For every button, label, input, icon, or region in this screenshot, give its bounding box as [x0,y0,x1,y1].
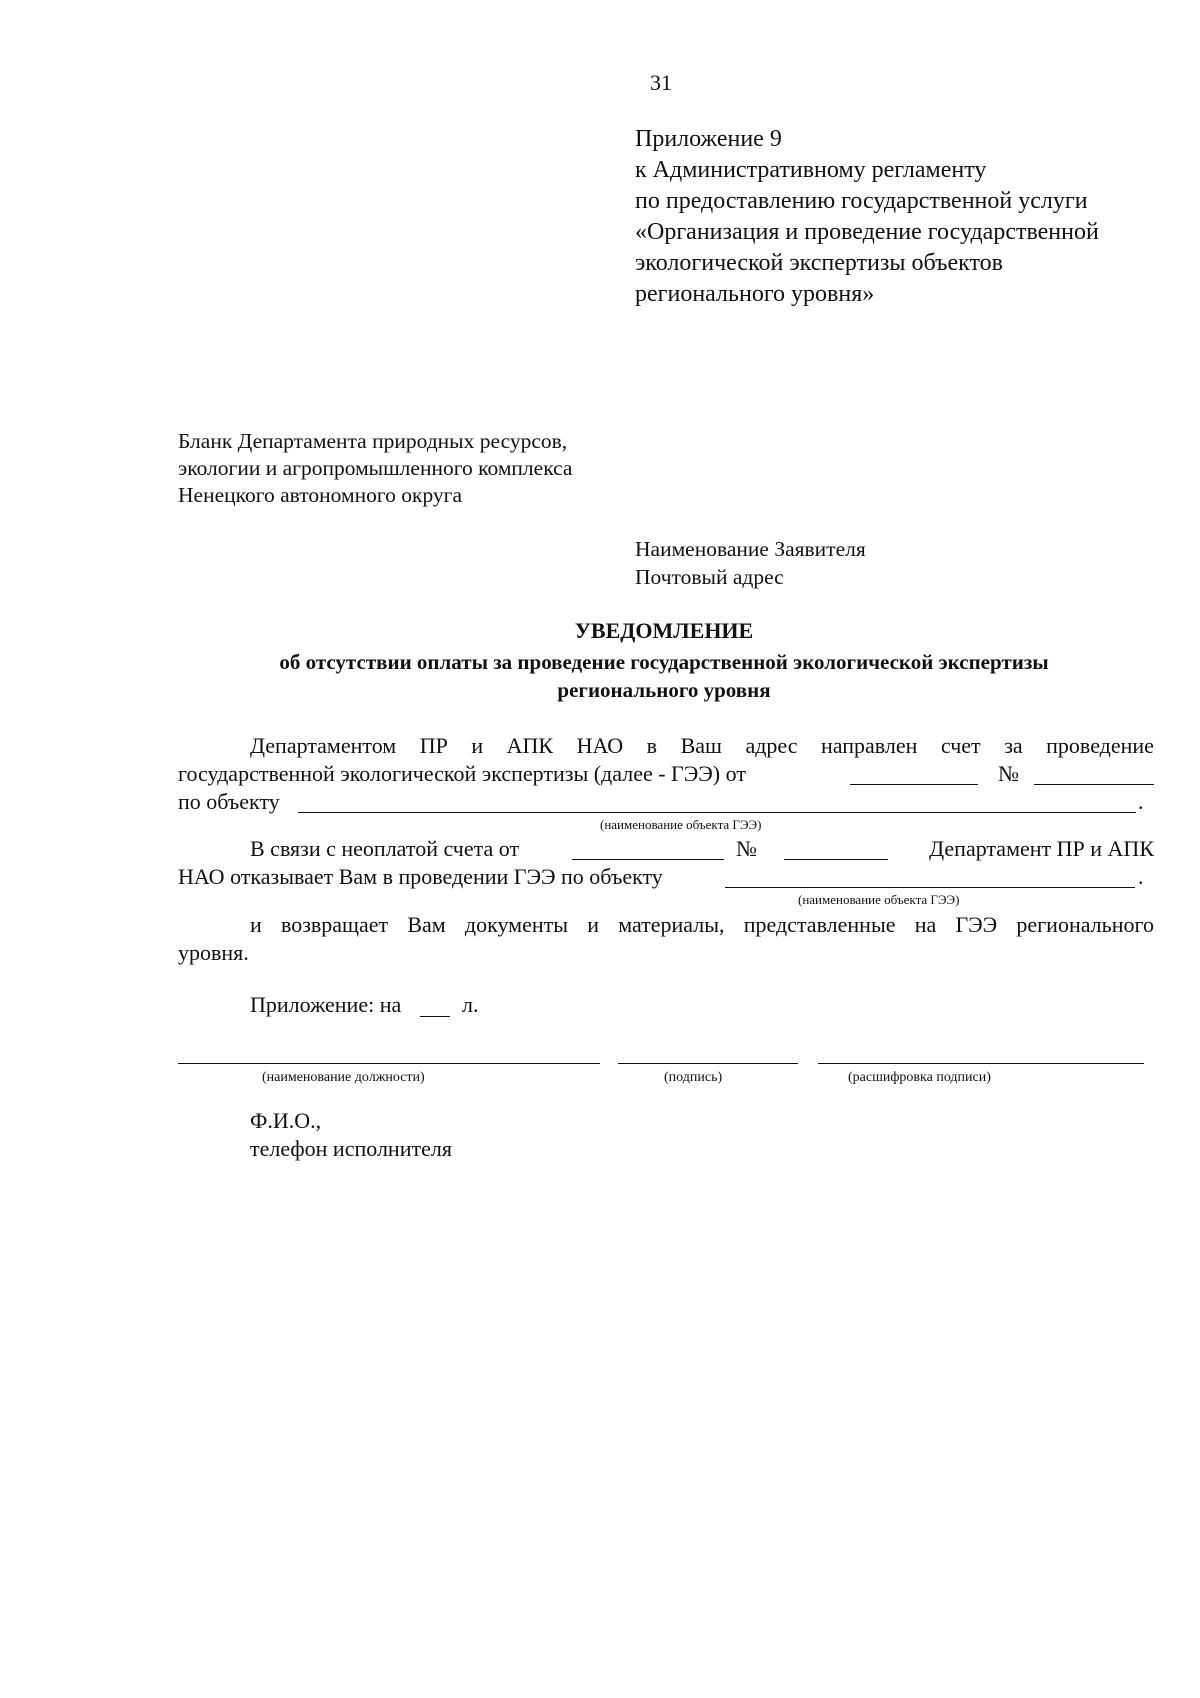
word: ГЭЭ [955,912,998,937]
invoice-number-blank [1034,784,1154,785]
paragraph-1-line-3: по объекту [178,789,280,814]
attachment-suffix: л. [462,992,479,1017]
paragraph-1-line-2: государственной экологической экспертизы (далее - ГЭЭ) от [178,761,746,786]
appendix-line: к Административному регламенту [635,157,987,183]
department-text: Департамент ПР и АПК [929,836,1154,861]
letterhead-line: Бланк Департамента природных ресурсов, [178,429,568,453]
object-name-caption: (наименование объекта ГЭЭ) [600,817,762,832]
addressee-address: Почтовый адрес [635,565,784,589]
letterhead-line: экологии и агропромышленного комплекса [178,456,573,480]
word: ПР [419,733,448,758]
signature-decoding-line [818,1063,1144,1064]
word: и [587,912,599,937]
object-name-blank-2 [725,887,1135,888]
number-sign: № [998,761,1019,786]
appendix-line: регионального уровня» [635,281,875,307]
word: регионального [1016,912,1154,937]
word: представленные [743,912,896,937]
word: НАО [576,733,624,758]
addressee-block [635,535,866,591]
attachment-prefix: Приложение: на [250,992,402,1017]
word: адрес [745,733,798,758]
unpaid-invoice-number-blank [784,859,888,860]
paragraph-2-line-2: НАО отказывает Вам в проведении ГЭЭ по объекту [178,864,663,889]
unpaid-invoice-date-blank [572,859,724,860]
period: . [1138,789,1144,814]
paragraph-1-line-1 [250,733,1154,759]
document-subtitle: об отсутствии оплаты за проведение государственной экологической экспертизы [279,650,1049,674]
word: направлен [821,733,918,758]
word: документы [464,912,569,937]
word: материалы, [618,912,725,937]
appendix-line: по предоставлению государственной услуги [635,188,1088,214]
decoding-caption: (расшифровка подписи) [848,1070,991,1085]
word: Департаментом [250,733,397,758]
word: Ваш [680,733,722,758]
number-sign: № [736,836,757,861]
page-number: 31 [650,70,672,95]
executor-phone: телефон исполнителя [250,1136,452,1161]
addressee-name: Наименование Заявителя [635,537,866,561]
object-name-caption-2: (наименование объекта ГЭЭ) [798,892,960,907]
executor-name: Ф.И.О., [250,1108,322,1133]
appendix-line: «Организация и проведение государственной [635,219,1099,245]
signature-caption: (подпись) [664,1070,723,1085]
word: и [471,733,484,758]
appendix-header [635,124,1099,310]
word: и [250,912,262,937]
appendix-line: Приложение 9 [635,126,782,152]
word: проведение [1046,733,1154,758]
word: Вам [407,912,446,937]
paragraph-3-line-2: уровня. [178,940,249,965]
word: за [1004,733,1023,758]
letterhead-line: Ненецкого автономного округа [178,483,463,507]
document-subtitle-2: регионального уровня [557,678,771,702]
word: счет [940,733,981,758]
appendix-line: экологической экспертизы объектов [635,250,1004,276]
position-caption: (наименование должности) [262,1070,425,1085]
object-name-blank [298,812,1136,813]
invoice-date-blank [850,784,978,785]
word: на [914,912,937,937]
period: . [1138,864,1144,889]
word: в [646,733,658,758]
word: АПК [506,733,554,758]
signature-line [618,1063,798,1064]
attachment-pages-blank [420,1016,450,1017]
document-title: УВЕДОМЛЕНИЕ [574,618,754,643]
paragraph-3-line-1 [250,912,1154,938]
word: возвращает [280,912,389,937]
letterhead-block [178,428,572,509]
position-line [178,1063,600,1064]
paragraph-2-line-1: В связи с неоплатой счета от [250,836,520,861]
